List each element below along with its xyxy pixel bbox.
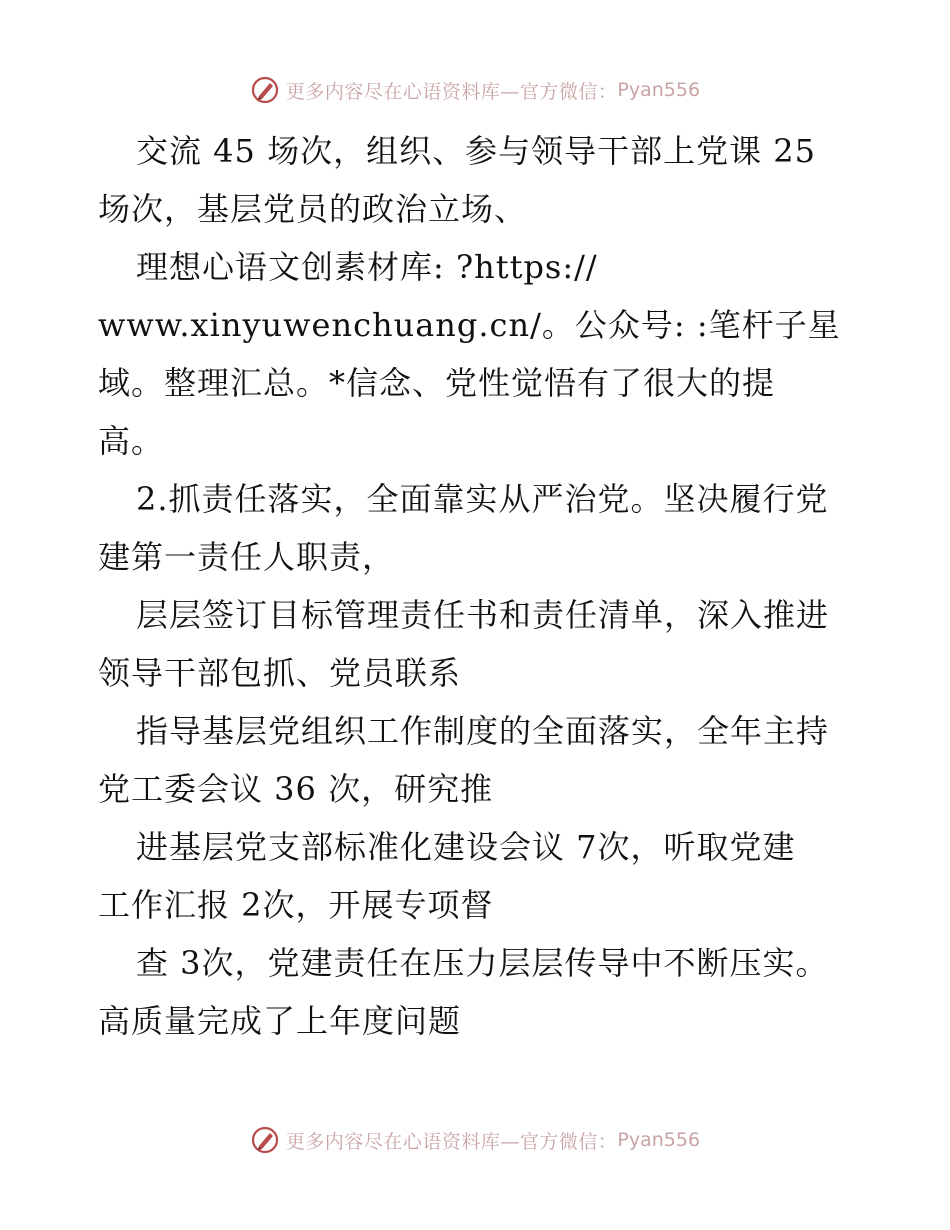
- text-line: 交流 45 场次，组织、参与领导干部上党课 25: [136, 132, 816, 170]
- watermark-wechat-id: Pyan556: [617, 1129, 701, 1151]
- pen-logo-icon: [250, 1125, 280, 1155]
- watermark-wechat-id: Pyan556: [617, 79, 701, 101]
- document-body: [98, 122, 878, 1050]
- text-line: 高质量完成了上年度问题: [98, 1002, 462, 1040]
- header-watermark: [0, 70, 950, 110]
- text-line: 域。整理汇总。*信念、党性觉悟有了很大的提: [98, 364, 776, 402]
- text-line: 查 3次，党建责任在压力层层传导中不断压实。: [136, 944, 829, 982]
- text-line: 层层签订目标管理责任书和责任清单，深入推进: [136, 596, 830, 634]
- text-line: 2.抓责任落实，全面靠实从严治党。坚决履行党: [136, 480, 829, 518]
- text-line: 建第一责任人职责，: [98, 538, 396, 576]
- text-line: 场次，基层党员的政治立场、: [98, 190, 528, 228]
- text-line: 工作汇报 2次，开展专项督: [98, 886, 494, 924]
- pen-logo-icon: [250, 75, 280, 105]
- watermark-text: 更多内容尽在心语资料库—官方微信：: [285, 1130, 618, 1153]
- text-line: www.xinyuwenchuang.cn/。公众号: :笔杆子星: [98, 306, 841, 344]
- text-line: 领导干部包抓、党员联系: [98, 654, 462, 692]
- text-line: 进基层党支部标准化建设会议 7次，听取党建: [136, 828, 796, 866]
- footer-watermark: [0, 1120, 950, 1160]
- text-line: 高。: [98, 422, 165, 460]
- text-line: 理想心语文创素材库: ?https://: [136, 248, 598, 286]
- watermark-text: 更多内容尽在心语资料库—官方微信：: [285, 80, 618, 103]
- text-line: 指导基层党组织工作制度的全面落实，全年主持: [136, 712, 830, 750]
- text-line: 党工委会议 36 次，研究推: [98, 770, 494, 808]
